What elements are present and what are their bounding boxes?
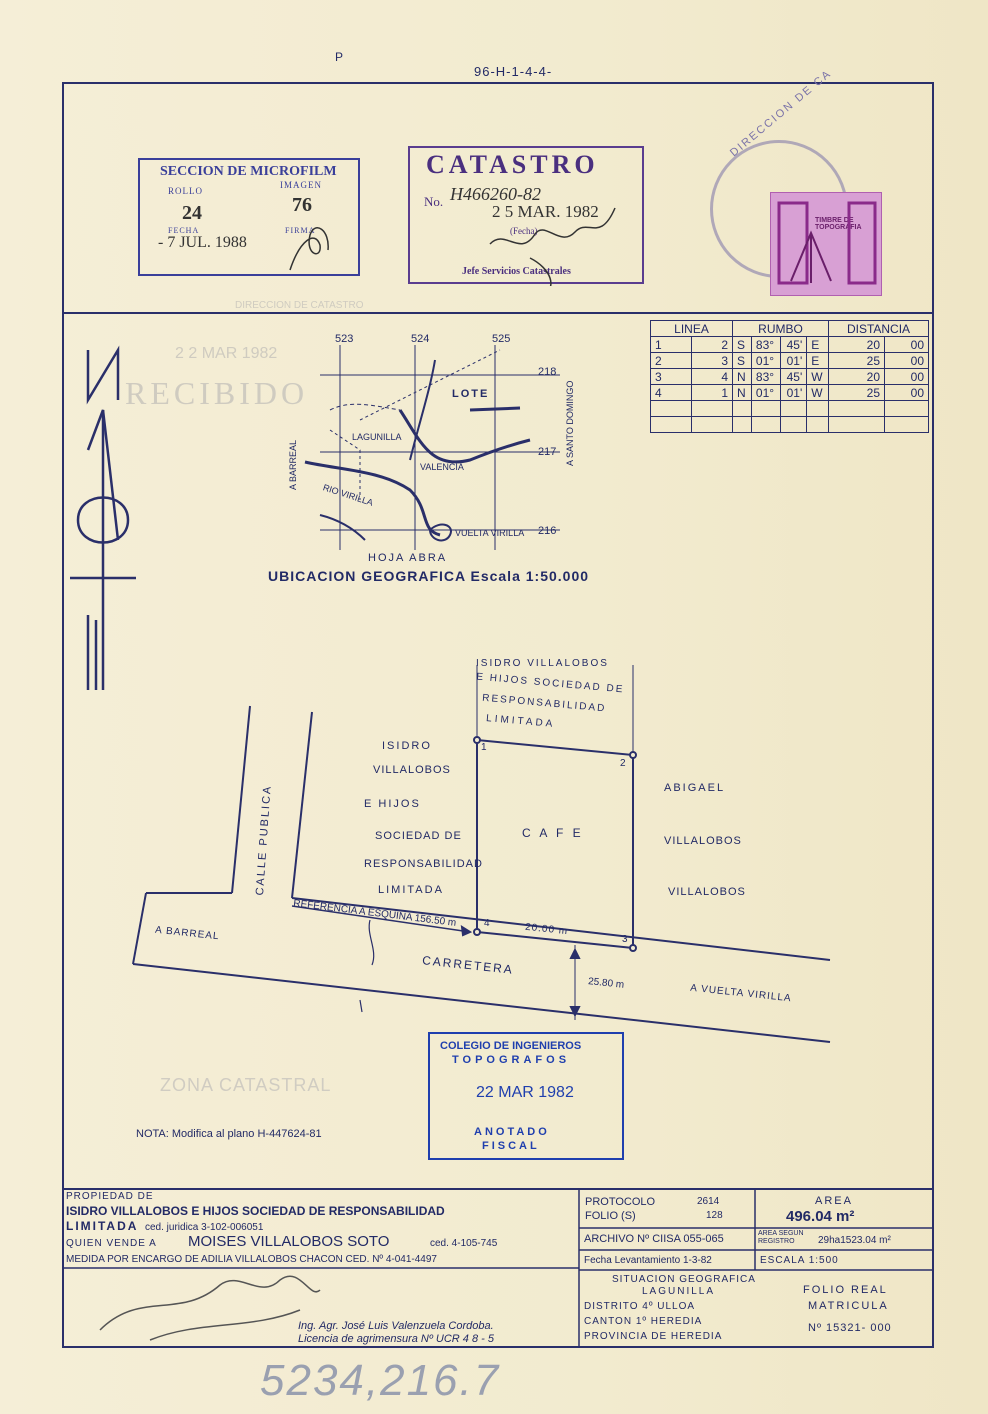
- map-caption: UBICACION GEOGRAFICA Escala 1:50.000: [268, 568, 590, 584]
- situacion-label: SITUACION GEOGRAFICA: [612, 1274, 756, 1285]
- catastro-number: H466260-82: [450, 184, 541, 204]
- protocolo-value: 2614: [697, 1196, 720, 1207]
- escala: ESCALA 1:500: [760, 1255, 839, 1266]
- map-label-a-barreal: A BARREAL: [288, 439, 298, 490]
- matricula-number: Nº 15321- 000: [808, 1322, 892, 1334]
- north-owner-line3: RESPONSABILIDAD: [481, 692, 607, 715]
- vertex-4: 4: [484, 918, 490, 929]
- map-sheet-name: HOJA ABRA: [368, 552, 448, 564]
- west-owner-line2: VILLALOBOS: [373, 764, 451, 776]
- colegio-stamp: COLEGIO DE INGENIEROS TOPOGRAFOS 22 MAR 1982 ANOTADO FISCAL: [428, 1032, 624, 1160]
- zona-faded: ZONA CATASTRAL: [160, 1075, 332, 1095]
- map-label-valencia: VALENCIA: [420, 462, 464, 472]
- direccion-seal-text: DIRECCION DE CA: [728, 67, 835, 160]
- area-label: AREA: [815, 1195, 853, 1207]
- grid-label-524: 524: [411, 333, 430, 345]
- road-south-edge: [133, 964, 830, 1042]
- road-width-label: 25.80 m: [587, 976, 625, 991]
- colegio-date: 22 MAR 1982: [476, 1084, 574, 1101]
- east-owner-line3: VILLALOBOS: [668, 886, 746, 898]
- canton: CANTON 1º HEREDIA: [584, 1316, 703, 1327]
- east-owner-line1: ABIGAEL: [664, 782, 726, 794]
- vertex-3: 3: [622, 934, 628, 945]
- medida-line: MEDIDA POR ENCARGO DE ADILIA VILLALOBOS CHACON CED. Nº 4-041-4497: [66, 1254, 437, 1265]
- map-label-lote: LOTE: [452, 388, 490, 400]
- distrito: DISTRITO 4º ULLOA: [584, 1301, 696, 1312]
- grid-label-525: 525: [492, 333, 511, 345]
- direccion-faded: DIRECCION DE CATASTRO: [235, 300, 364, 311]
- vende-label: QUIEN VENDE A: [66, 1238, 157, 1249]
- east-owner-line2: VILLALOBOS: [664, 835, 742, 847]
- map-label-vuelta-virilla: VUELTA VIRILLA: [455, 528, 525, 538]
- folio-label: FOLIO (S): [585, 1210, 636, 1222]
- rollo-value: 24: [182, 202, 202, 224]
- grid-label-218: 218: [538, 366, 557, 378]
- prop-label: PROPIEDAD DE: [66, 1191, 154, 1202]
- top-mark: P: [335, 50, 344, 64]
- folio-value: 128: [706, 1210, 723, 1221]
- grid-label-216: 216: [538, 525, 557, 537]
- owner-line1: ISIDRO VILLALOBOS E HIJOS SOCIEDAD DE RESPONSABILIDAD: [66, 1204, 445, 1218]
- road-west-end: [133, 893, 146, 964]
- plan-note: NOTA: Modifica al plano H-447624-81: [136, 1128, 322, 1140]
- folio-real-label: FOLIO REAL: [803, 1284, 888, 1296]
- west-owner-line5: RESPONSABILIDAD: [364, 858, 483, 870]
- recibido-date-faded: 2 2 MAR 1982: [175, 345, 278, 362]
- catastro-date: 2 5 MAR. 1982: [492, 202, 599, 221]
- calle-publica-label: CALLE PUBLICA: [254, 784, 274, 896]
- vertex-1: 1: [481, 742, 487, 753]
- north-arrow-icon: [70, 350, 136, 690]
- imagen-value: 76: [292, 194, 312, 216]
- header-rumbo: RUMBO: [733, 321, 829, 337]
- cedula-juridica: ced. juridica 3-102-006051: [145, 1222, 264, 1233]
- buyer-name: MOISES VILLALOBOS SOTO: [188, 1233, 390, 1250]
- referencia-label: REFERENCIA A ESQUINA 156.50 m: [292, 898, 457, 929]
- provincia: PROVINCIA DE HEREDIA: [584, 1331, 723, 1342]
- map-label-lagunilla: LAGUNILLA: [352, 432, 402, 442]
- west-owner-line4: SOCIEDAD DE: [375, 830, 462, 842]
- map-label-rio-virilla: RIO VIRILLA: [321, 482, 375, 508]
- carretera-label: CARRETERA: [421, 953, 515, 977]
- area-value: 496.04 m²: [786, 1208, 855, 1225]
- engineer-name: Ing. Agr. José Luis Valenzuela Cordoba.: [298, 1320, 494, 1332]
- lot-boundary: [477, 740, 633, 948]
- microfilm-stamp: SECCION DE MICROFILM ROLLO IMAGEN 24 76 FECHA FIRMA - 7 JUL. 1988: [138, 158, 360, 276]
- vertex-2: 2: [620, 758, 626, 769]
- west-owner-line1: ISIDRO: [382, 740, 432, 752]
- header-distancia: DISTANCIA: [829, 321, 929, 337]
- table-row: 2 3 S 01° 01' E 25 00: [651, 353, 929, 369]
- north-owner-line2: E HIJOS SOCIEDAD DE: [475, 671, 625, 696]
- grid-label-523: 523: [335, 333, 354, 345]
- buyer-cedula: ced. 4-105-745: [430, 1238, 498, 1249]
- archivo: ARCHIVO Nº CIISA 055-065: [584, 1233, 724, 1245]
- protocolo-label: PROTOCOLO: [585, 1196, 656, 1208]
- table-row: 3 4 N 83° 45' W 20 00: [651, 369, 929, 385]
- north-owner-line4: LIMITADA: [485, 712, 556, 731]
- header-linea: LINEA: [651, 321, 733, 337]
- table-row: 1 2 S 83° 45' E 20 00: [651, 337, 929, 353]
- north-owner-line1: ISIDRO VILLALOBOS: [476, 658, 609, 669]
- west-owner-line6: LIMITADA: [378, 884, 444, 896]
- calle-publica-east: [292, 712, 312, 898]
- bottom-handwritten-number: 5234,216.7: [260, 1356, 501, 1405]
- table-row: 4 1 N 01° 01' W 25 00: [651, 385, 929, 401]
- engineer-signature: [100, 1276, 320, 1340]
- situacion-lugar: LAGUNILLA: [642, 1286, 716, 1297]
- map-label-santo-domingo: A SANTO DOMINGO: [565, 380, 575, 466]
- owner-line2: LIMITADA: [66, 1219, 139, 1233]
- fecha-levantamiento: Fecha Levantamiento 1-3-82: [584, 1255, 712, 1266]
- a-barreal-label: A BARREAL: [154, 924, 220, 943]
- license-number: Licencia de agrimensura Nº UCR 4 8 - 5: [298, 1333, 494, 1345]
- frontage-label: 20.00 m: [524, 921, 569, 938]
- timbre-topografia: TIMBRE DE TOPOGRAFIA: [770, 192, 882, 296]
- calle-publica-west: [232, 706, 250, 893]
- west-owner-line3: E HIJOS: [364, 798, 421, 810]
- catastro-stamp: CATASTRO No. H466260-82 2 5 MAR. 1982 (Fecha) Jefe Servicios Catastrales: [408, 146, 644, 284]
- matricula-label: MATRICULA: [808, 1300, 889, 1312]
- microfilm-date: - 7 JUL. 1988: [158, 234, 247, 251]
- area-registro-value: 29ha1523.04 m²: [818, 1235, 891, 1246]
- location-map: [305, 345, 560, 550]
- lot-use-cafe: C A F E: [522, 826, 584, 840]
- area-registro-label: AREA SEGUN REGISTRO: [758, 1230, 804, 1245]
- plan-reference: 96-H-1-4-4-: [474, 64, 553, 79]
- a-vuelta-virilla-label: A VUELTA VIRILLA: [689, 982, 793, 1005]
- recibido-faded: RECIBIDO: [125, 375, 309, 411]
- grid-label-217: 217: [538, 446, 557, 458]
